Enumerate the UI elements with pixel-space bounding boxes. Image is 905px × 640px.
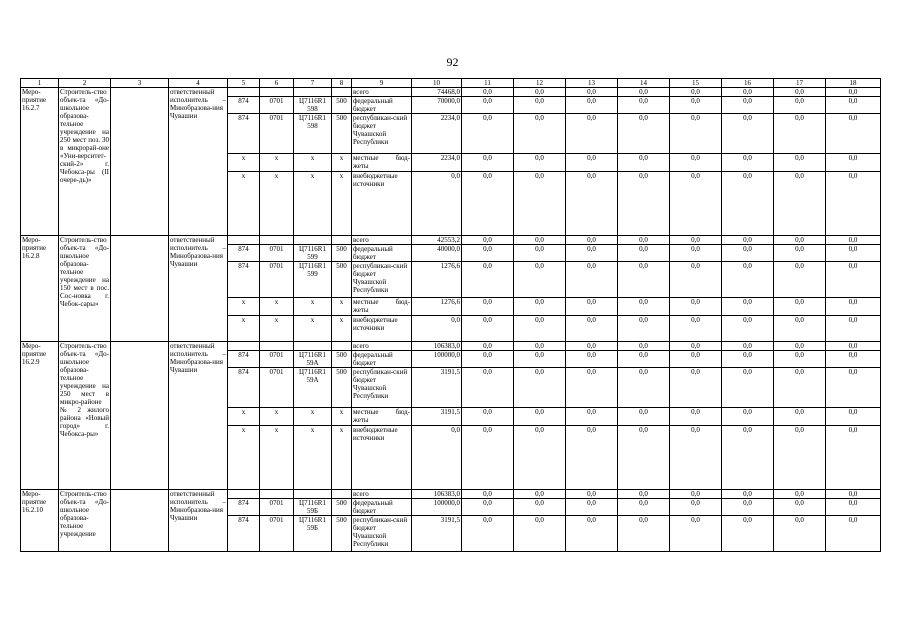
funding-source: местные бюд-жеты <box>353 408 410 424</box>
target-article-code: Ц7116R1 59Б <box>294 516 332 552</box>
grbs-code: 874 <box>228 245 260 262</box>
expense-type-code <box>332 490 352 499</box>
year-value: 0,0 <box>514 342 566 351</box>
total-value: 0,0 <box>412 316 462 342</box>
header-col-2: 2 <box>59 79 111 88</box>
target-article-code: Ц7116R1 59Б <box>294 499 332 516</box>
expense-type-code: x <box>332 154 352 172</box>
expense-type-code: x <box>332 426 352 490</box>
expense-type-code: x <box>332 408 352 426</box>
year-value: 0,0 <box>514 368 566 408</box>
year-value: 0,0 <box>462 342 514 351</box>
year-value: 0,0 <box>462 490 514 499</box>
year-value: 0,0 <box>462 88 514 97</box>
year-value: 0,0 <box>722 499 774 516</box>
object-description: Строитель-ство объек-та «До-школьное образова-тельное учреждение на 250 мест поз. 30 в микрорай-оне «Уни-верситет-ский-2» г. Чебокса-ры (II очере-дь)» <box>59 88 111 236</box>
year-value: 0,0 <box>462 97 514 114</box>
year-value: 0,0 <box>566 154 618 172</box>
year-value: 0,0 <box>566 172 618 236</box>
section-code: x <box>260 298 294 316</box>
expense-type-code <box>332 342 352 351</box>
year-value: 0,0 <box>514 88 566 97</box>
grbs-code <box>228 236 260 245</box>
expense-type-code: x <box>332 172 352 236</box>
year-value: 0,0 <box>722 172 774 236</box>
year-value: 0,0 <box>514 516 566 552</box>
header-col-12: 12 <box>514 79 566 88</box>
event-label: Меро-приятие 16.2.9 <box>21 342 59 490</box>
header-col-6: 6 <box>260 79 294 88</box>
year-value: 0,0 <box>826 426 881 490</box>
header-col-17: 17 <box>774 79 826 88</box>
year-value: 0,0 <box>462 408 514 426</box>
year-value: 0,0 <box>722 154 774 172</box>
year-value: 0,0 <box>722 298 774 316</box>
grbs-code: 874 <box>228 368 260 408</box>
target-article-code: x <box>294 316 332 342</box>
year-value: 0,0 <box>826 490 881 499</box>
year-value: 0,0 <box>774 408 826 426</box>
grbs-code <box>228 88 260 97</box>
total-value: 100000,0 <box>412 351 462 368</box>
year-value: 0,0 <box>670 114 722 154</box>
expense-type-code: 500 <box>332 368 352 408</box>
year-value: 0,0 <box>462 316 514 342</box>
table-header <box>21 79 881 88</box>
year-value: 0,0 <box>618 154 670 172</box>
year-value: 0,0 <box>826 298 881 316</box>
year-value: 0,0 <box>566 499 618 516</box>
year-value: 0,0 <box>774 88 826 97</box>
year-value: 0,0 <box>722 408 774 426</box>
budget-table <box>20 78 881 552</box>
year-value: 0,0 <box>514 298 566 316</box>
funding-source: всего <box>352 236 412 245</box>
year-value: 0,0 <box>826 351 881 368</box>
section-code: 0701 <box>260 499 294 516</box>
executor-label: ответственный исполнитель – Минобразова-ния Чувашии <box>169 490 228 552</box>
year-value: 0,0 <box>462 426 514 490</box>
grbs-code: 874 <box>228 499 260 516</box>
year-value: 0,0 <box>826 88 881 97</box>
section-code: x <box>260 316 294 342</box>
section-code <box>260 236 294 245</box>
year-value: 0,0 <box>774 298 826 316</box>
year-value: 0,0 <box>514 490 566 499</box>
year-value: 0,0 <box>566 236 618 245</box>
target-article-code: x <box>294 298 332 316</box>
year-value: 0,0 <box>566 368 618 408</box>
year-value: 0,0 <box>566 408 618 426</box>
event-label: Меро-приятие 16.2.7 <box>21 88 59 236</box>
year-value: 0,0 <box>670 368 722 408</box>
expense-type-code <box>332 88 352 97</box>
total-value: 3191,5 <box>412 368 462 408</box>
expense-type-code: 500 <box>332 114 352 154</box>
funding-source: республикан-ский бюджет Чувашской Республики <box>352 368 412 408</box>
funding-source: республикан-ский бюджет Чувашской Республики <box>352 516 412 552</box>
year-value: 0,0 <box>618 351 670 368</box>
year-value: 0,0 <box>566 490 618 499</box>
year-value: 0,0 <box>514 262 566 298</box>
header-col-10: 10 <box>412 79 462 88</box>
grbs-code: 874 <box>228 114 260 154</box>
funding-source: местные бюд-жеты <box>353 154 410 170</box>
funding-source: республикан-ский бюджет Чувашской Республики <box>352 262 412 298</box>
year-value: 0,0 <box>514 316 566 342</box>
year-value: 0,0 <box>722 490 774 499</box>
year-value: 0,0 <box>462 154 514 172</box>
year-value: 0,0 <box>462 262 514 298</box>
table-row <box>21 342 881 351</box>
total-value: 0,0 <box>412 426 462 490</box>
expense-type-code: 500 <box>332 351 352 368</box>
total-value: 3191,5 <box>412 408 462 426</box>
grbs-code: x <box>228 298 260 316</box>
total-value: 100000,0 <box>412 499 462 516</box>
total-value: 106383,0 <box>412 490 462 499</box>
year-value: 0,0 <box>826 368 881 408</box>
grbs-code: x <box>228 316 260 342</box>
year-value: 0,0 <box>462 351 514 368</box>
year-value: 0,0 <box>566 316 618 342</box>
object-description: Строитель-ство объек-та «До-школьное образова-тельное учреждение <box>59 490 111 552</box>
target-article-code: Ц7116R1 59А <box>294 351 332 368</box>
year-value: 0,0 <box>514 97 566 114</box>
year-value: 0,0 <box>670 516 722 552</box>
year-value: 0,0 <box>670 154 722 172</box>
funding-source: всего <box>352 490 412 499</box>
table-row <box>21 88 881 97</box>
year-value: 0,0 <box>618 426 670 490</box>
year-value: 0,0 <box>514 236 566 245</box>
grbs-code: 874 <box>228 262 260 298</box>
header-col-1: 1 <box>21 79 59 88</box>
year-value: 0,0 <box>722 88 774 97</box>
funding-source: местные бюд-жеты <box>353 298 410 314</box>
year-value: 0,0 <box>774 342 826 351</box>
year-value: 0,0 <box>566 114 618 154</box>
grbs-code: x <box>228 408 260 426</box>
blank-col-3 <box>111 88 169 236</box>
target-article-code <box>294 342 332 351</box>
year-value: 0,0 <box>618 490 670 499</box>
year-value: 0,0 <box>774 490 826 499</box>
year-value: 0,0 <box>514 408 566 426</box>
year-value: 0,0 <box>514 172 566 236</box>
header-col-11: 11 <box>462 79 514 88</box>
grbs-code: 874 <box>228 97 260 114</box>
year-value: 0,0 <box>618 245 670 262</box>
year-value: 0,0 <box>618 316 670 342</box>
funding-source: внебюджетные источники <box>352 316 412 342</box>
expense-type-code: 500 <box>332 245 352 262</box>
year-value: 0,0 <box>826 342 881 351</box>
section-code: x <box>260 154 294 172</box>
funding-source: федеральный бюджет <box>352 351 412 368</box>
total-value: 2234,0 <box>412 154 462 172</box>
year-value: 0,0 <box>670 88 722 97</box>
header-col-15: 15 <box>670 79 722 88</box>
expense-type-code: 500 <box>332 516 352 552</box>
year-value: 0,0 <box>618 172 670 236</box>
grbs-code <box>228 342 260 351</box>
year-value: 0,0 <box>566 97 618 114</box>
year-value: 0,0 <box>722 316 774 342</box>
year-value: 0,0 <box>566 342 618 351</box>
event-label: Меро-приятие 16.2.10 <box>21 490 59 552</box>
year-value: 0,0 <box>670 236 722 245</box>
year-value: 0,0 <box>462 236 514 245</box>
year-value: 0,0 <box>618 408 670 426</box>
year-value: 0,0 <box>618 114 670 154</box>
year-value: 0,0 <box>462 245 514 262</box>
year-value: 0,0 <box>462 114 514 154</box>
year-value: 0,0 <box>826 236 881 245</box>
grbs-code: x <box>228 154 260 172</box>
year-value: 0,0 <box>462 368 514 408</box>
page-number: 92 <box>446 55 459 69</box>
funding-source: внебюджетные источники <box>352 172 412 236</box>
year-value: 0,0 <box>722 114 774 154</box>
year-value: 0,0 <box>514 154 566 172</box>
target-article-code: Ц7116R1 599 <box>294 245 332 262</box>
section-code <box>260 342 294 351</box>
header-col-18: 18 <box>826 79 881 88</box>
year-value: 0,0 <box>826 154 881 172</box>
section-code: 0701 <box>260 97 294 114</box>
section-code: 0701 <box>260 262 294 298</box>
funding-source: республикан-ский бюджет Чувашской Республики <box>352 114 412 154</box>
total-value: 40000,0 <box>412 245 462 262</box>
year-value: 0,0 <box>774 172 826 236</box>
year-value: 0,0 <box>462 499 514 516</box>
year-value: 0,0 <box>670 262 722 298</box>
total-value: 1276,6 <box>412 298 462 316</box>
executor-label: ответственный исполнитель – Минобразова-ния Чувашии <box>169 236 228 342</box>
year-value: 0,0 <box>722 368 774 408</box>
section-code: 0701 <box>260 245 294 262</box>
year-value: 0,0 <box>618 97 670 114</box>
year-value: 0,0 <box>826 114 881 154</box>
target-article-code <box>294 88 332 97</box>
year-value: 0,0 <box>514 499 566 516</box>
year-value: 0,0 <box>618 262 670 298</box>
year-value: 0,0 <box>670 97 722 114</box>
header-col-13: 13 <box>566 79 618 88</box>
year-value: 0,0 <box>774 245 826 262</box>
blank-col-3 <box>111 342 169 490</box>
year-value: 0,0 <box>514 351 566 368</box>
target-article-code: x <box>294 172 332 236</box>
blank-col-3 <box>111 236 169 342</box>
funding-source: федеральный бюджет <box>352 245 412 262</box>
total-value: 106383,0 <box>412 342 462 351</box>
year-value: 0,0 <box>566 262 618 298</box>
header-col-9: 9 <box>352 79 412 88</box>
target-article-code: x <box>294 154 332 172</box>
year-value: 0,0 <box>774 499 826 516</box>
expense-type-code: 500 <box>332 262 352 298</box>
funding-source: федеральный бюджет <box>352 97 412 114</box>
year-value: 0,0 <box>826 245 881 262</box>
year-value: 0,0 <box>774 368 826 408</box>
year-value: 0,0 <box>618 236 670 245</box>
section-code: 0701 <box>260 351 294 368</box>
year-value: 0,0 <box>826 97 881 114</box>
year-value: 0,0 <box>826 172 881 236</box>
grbs-code <box>228 490 260 499</box>
section-code: x <box>260 172 294 236</box>
year-value: 0,0 <box>774 516 826 552</box>
year-value: 0,0 <box>514 245 566 262</box>
executor-label: ответственный исполнитель – Минобразова-ния Чувашии <box>169 88 228 236</box>
year-value: 0,0 <box>618 499 670 516</box>
year-value: 0,0 <box>566 88 618 97</box>
year-value: 0,0 <box>462 172 514 236</box>
grbs-code: x <box>228 426 260 490</box>
section-code: 0701 <box>260 368 294 408</box>
grbs-code: x <box>228 172 260 236</box>
year-value: 0,0 <box>670 316 722 342</box>
total-value: 70000,0 <box>412 97 462 114</box>
year-value: 0,0 <box>462 516 514 552</box>
executor-label: ответственный исполнитель – Минобразова-ния Чувашии <box>169 342 228 490</box>
year-value: 0,0 <box>826 516 881 552</box>
funding-source: федеральный бюджет <box>352 499 412 516</box>
year-value: 0,0 <box>826 316 881 342</box>
year-value: 0,0 <box>618 368 670 408</box>
year-value: 0,0 <box>618 88 670 97</box>
year-value: 0,0 <box>566 351 618 368</box>
year-value: 0,0 <box>722 262 774 298</box>
year-value: 0,0 <box>566 516 618 552</box>
year-value: 0,0 <box>618 342 670 351</box>
year-value: 0,0 <box>670 245 722 262</box>
section-code: 0701 <box>260 516 294 552</box>
year-value: 0,0 <box>722 97 774 114</box>
year-value: 0,0 <box>722 245 774 262</box>
year-value: 0,0 <box>618 298 670 316</box>
total-value: 42553,2 <box>412 236 462 245</box>
header-col-8: 8 <box>332 79 352 88</box>
table-body <box>21 88 881 552</box>
target-article-code: Ц7116R1 598 <box>294 114 332 154</box>
expense-type-code <box>332 236 352 245</box>
year-value: 0,0 <box>774 114 826 154</box>
year-value: 0,0 <box>722 236 774 245</box>
year-value: 0,0 <box>774 351 826 368</box>
section-code <box>260 88 294 97</box>
expense-type-code: x <box>332 298 352 316</box>
section-code: 0701 <box>260 114 294 154</box>
year-value: 0,0 <box>826 408 881 426</box>
total-value: 3191,5 <box>412 516 462 552</box>
total-value: 1276,6 <box>412 262 462 298</box>
year-value: 0,0 <box>670 298 722 316</box>
grbs-code: 874 <box>228 516 260 552</box>
header-col-5: 5 <box>228 79 260 88</box>
year-value: 0,0 <box>722 516 774 552</box>
target-article-code <box>294 490 332 499</box>
year-value: 0,0 <box>670 342 722 351</box>
target-article-code: x <box>294 426 332 490</box>
year-value: 0,0 <box>826 262 881 298</box>
expense-type-code: x <box>332 316 352 342</box>
year-value: 0,0 <box>774 97 826 114</box>
year-value: 0,0 <box>722 426 774 490</box>
funding-source: всего <box>352 88 412 97</box>
year-value: 0,0 <box>670 408 722 426</box>
target-article-code: Ц7116R1 59А <box>294 368 332 408</box>
header-col-14: 14 <box>618 79 670 88</box>
year-value: 0,0 <box>514 114 566 154</box>
grbs-code: 874 <box>228 351 260 368</box>
expense-type-code: 500 <box>332 97 352 114</box>
table-row <box>21 490 881 499</box>
year-value: 0,0 <box>774 236 826 245</box>
year-value: 0,0 <box>722 351 774 368</box>
funding-source: внебюджетные источники <box>352 426 412 490</box>
target-article-code: x <box>294 408 332 426</box>
year-value: 0,0 <box>670 351 722 368</box>
year-value: 0,0 <box>514 426 566 490</box>
object-description: Строитель-ство объек-та «До-школьное образова-тельное учреждение на 150 мест в пос. Сос-новка г. Чебок-сары» <box>59 236 111 342</box>
event-label: Меро-приятие 16.2.8 <box>21 236 59 342</box>
section-code: x <box>260 408 294 426</box>
year-value: 0,0 <box>774 316 826 342</box>
year-value: 0,0 <box>566 298 618 316</box>
funding-source: всего <box>352 342 412 351</box>
header-col-16: 16 <box>722 79 774 88</box>
year-value: 0,0 <box>826 499 881 516</box>
year-value: 0,0 <box>774 154 826 172</box>
year-value: 0,0 <box>670 490 722 499</box>
year-value: 0,0 <box>566 245 618 262</box>
year-value: 0,0 <box>722 342 774 351</box>
blank-col-3 <box>111 490 169 552</box>
year-value: 0,0 <box>670 172 722 236</box>
object-description: Строитель-ство объек-та «До-школьное образова-тельное учреждение на 250 мест в микро-районе № 2 жилого района «Новый город» г. Чебокса-ры» <box>59 342 111 490</box>
total-value: 74468,0 <box>412 88 462 97</box>
expense-type-code: 500 <box>332 499 352 516</box>
year-value: 0,0 <box>774 262 826 298</box>
year-value: 0,0 <box>566 426 618 490</box>
section-code: x <box>260 426 294 490</box>
table-row <box>21 236 881 245</box>
year-value: 0,0 <box>670 426 722 490</box>
total-value: 0,0 <box>412 172 462 236</box>
year-value: 0,0 <box>670 499 722 516</box>
year-value: 0,0 <box>618 516 670 552</box>
header-col-7: 7 <box>294 79 332 88</box>
year-value: 0,0 <box>462 298 514 316</box>
total-value: 2234,0 <box>412 114 462 154</box>
target-article-code <box>294 236 332 245</box>
year-value: 0,0 <box>774 426 826 490</box>
section-code <box>260 490 294 499</box>
target-article-code: Ц7116R1 599 <box>294 262 332 298</box>
target-article-code: Ц7116R1 598 <box>294 97 332 114</box>
header-col-3: 3 <box>111 79 169 88</box>
header-col-4: 4 <box>169 79 228 88</box>
